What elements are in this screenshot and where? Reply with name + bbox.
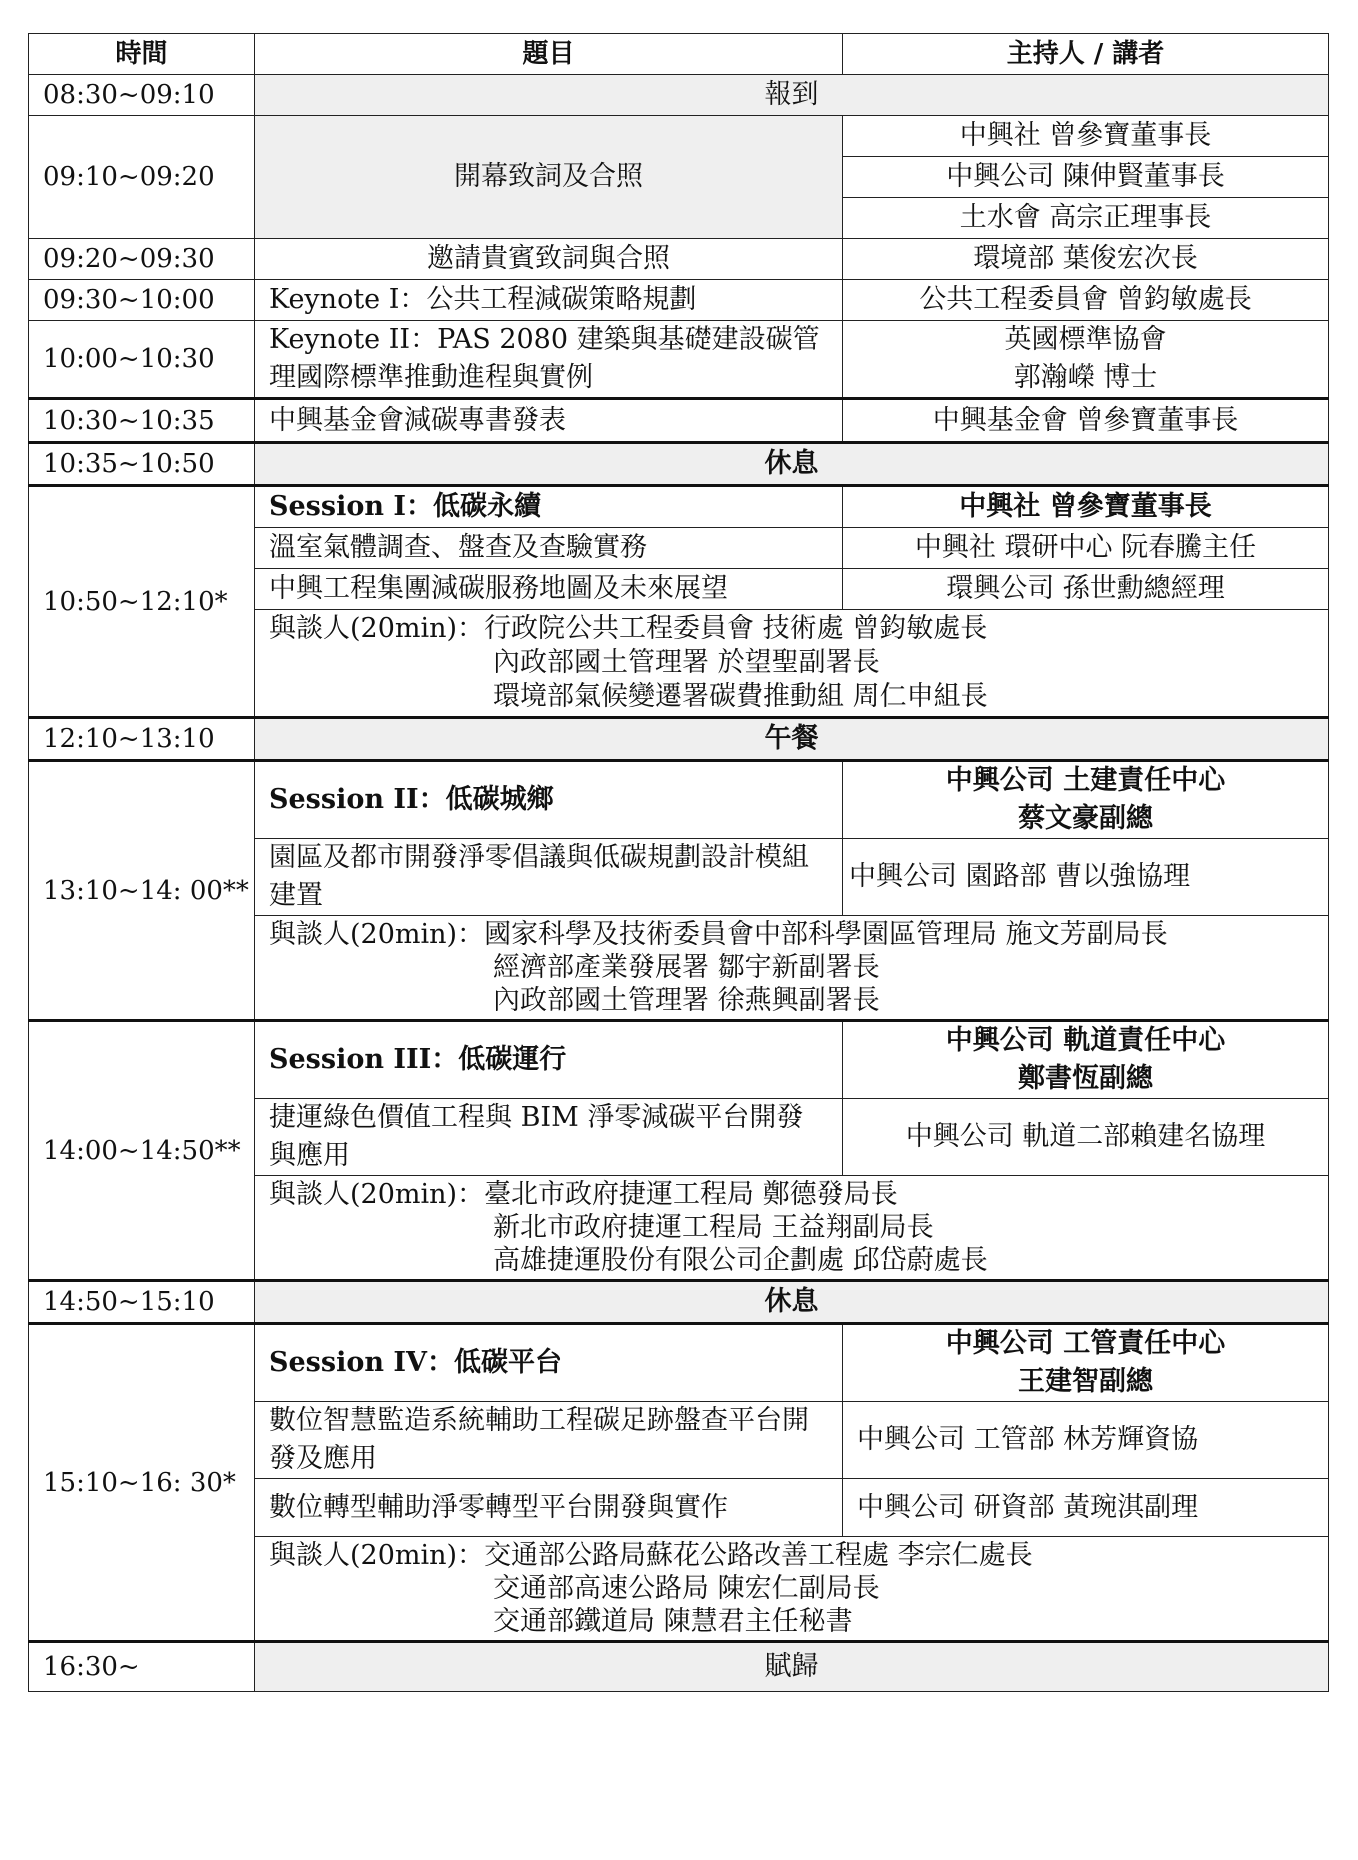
session-header-row [29,486,1329,528]
row-topic: 休息 [255,443,1329,486]
session-host [843,1021,1329,1099]
row-topic: 賦歸 [255,1642,1329,1692]
table-row [29,321,1329,399]
row-time: 14:50~15:10 [29,1281,255,1324]
row-time: 09:10~09:20 [29,116,255,239]
talk-topic: 捷運綠色價值工程與 BIM 淨零減碳平台開發與應用 [255,1099,843,1176]
panel-label: 與談人(20min)： [269,1540,485,1571]
host-line: 中興公司 工管責任中心 [945,1328,1226,1359]
row-time: 10:30~10:35 [29,399,255,443]
row-topic: 午餐 [255,718,1329,761]
table-row [29,75,1329,116]
panelist: 環境部氣候變遷署碳費推動組 周仁申組長 [493,681,988,712]
agenda-table [28,33,1329,1692]
table-row [29,1642,1329,1692]
talk-speaker: 中興社 環研中心 阮春騰主任 [843,528,1329,569]
session-title: Session IV：低碳平台 [255,1324,843,1402]
session-host [843,761,1329,839]
host-line: 中興公司 土建責任中心 [945,765,1226,796]
talk-speaker: 中興公司 工管部 林芳輝資協 [843,1402,1329,1479]
host-line: 鄭書恆副總 [1018,1063,1153,1094]
table-row [29,1281,1329,1324]
panel-label: 與談人(20min)： [269,613,485,644]
session-host [843,1324,1329,1402]
panelist: 交通部高速公路局 陳宏仁副局長 [493,1573,880,1604]
panelist: 臺北市政府捷運工程局 鄭德發局長 [484,1179,898,1210]
panel-label: 與談人(20min)： [269,1179,485,1210]
row-topic: 開幕致詞及合照 [255,116,843,239]
table-header-row [29,34,1329,75]
host-line: 蔡文豪副總 [1018,803,1153,834]
talk-speaker: 環興公司 孫世勳總經理 [843,569,1329,610]
session-header-row [29,1324,1329,1402]
session-time: 14:00~14:50** [29,1021,255,1281]
panel-label: 與談人(20min)： [269,919,485,950]
row-speaker: 公共工程委員會 曾鈞敏處長 [843,280,1329,321]
speaker-line: 郭瀚嶸 博士 [1013,362,1158,393]
row-speaker: 中興社 曾參寶董事長 [843,116,1329,157]
row-speaker: 環境部 葉俊宏次長 [843,239,1329,280]
session-time: 13:10~14: 00** [29,761,255,1021]
header-topic: 題目 [255,34,843,75]
row-speaker: 中興公司 陳伸賢董事長 [843,157,1329,198]
talk-topic: 園區及都市開發淨零倡議與低碳規劃設計模組建置 [255,839,843,916]
table-row [29,280,1329,321]
panel-cell [255,916,1329,1021]
table-row [29,116,1329,157]
row-time: 09:20~09:30 [29,239,255,280]
row-time: 10:35~10:50 [29,443,255,486]
panelist: 內政部國土管理署 於望聖副署長 [493,647,880,678]
session-time: 10:50~12:10* [29,486,255,718]
session-host: 中興社 曾參寶董事長 [843,486,1329,528]
row-time: 16:30~ [29,1642,255,1692]
session-time: 15:10~16: 30* [29,1324,255,1642]
panelist: 內政部國土管理署 徐燕興副署長 [493,985,880,1016]
panelist: 國家科學及技術委員會中部科學園區管理局 施文芳副局長 [484,919,1168,950]
session-header-row [29,761,1329,839]
host-line: 王建智副總 [1018,1366,1153,1397]
row-topic: Keynote II：PAS 2080 建築與基礎建設碳管理國際標準推動進程與實例 [255,321,843,399]
session-title: Session II：低碳城鄉 [255,761,843,839]
host-line: 中興公司 軌道責任中心 [945,1025,1226,1056]
row-time: 08:30~09:10 [29,75,255,116]
row-speaker: 中興基金會 曾參寶董事長 [843,399,1329,443]
talk-speaker: 中興公司 園路部 曹以強協理 [843,839,1329,916]
panel-cell [255,1176,1329,1281]
row-topic: Keynote I：公共工程減碳策略規劃 [255,280,843,321]
session-title: Session I：低碳永續 [255,486,843,528]
panelist: 交通部公路局蘇花公路改善工程處 李宗仁處長 [484,1540,1033,1571]
panelist: 經濟部產業發展署 鄒宇新副署長 [493,952,880,983]
row-speaker: 土水會 高宗正理事長 [843,198,1329,239]
talk-topic: 中興工程集團減碳服務地圖及未來展望 [255,569,843,610]
panelist: 高雄捷運股份有限公司企劃處 邱岱蔚處長 [493,1245,988,1276]
row-time: 10:00~10:30 [29,321,255,399]
panelist: 交通部鐵道局 陳慧君主任秘書 [493,1606,853,1637]
row-topic: 邀請貴賓致詞與合照 [255,239,843,280]
table-row [29,239,1329,280]
row-topic: 休息 [255,1281,1329,1324]
talk-topic: 數位智慧監造系統輔助工程碳足跡盤查平台開發及應用 [255,1402,843,1479]
session-title: Session III：低碳運行 [255,1021,843,1099]
panel-cell [255,610,1329,718]
row-time: 09:30~10:00 [29,280,255,321]
talk-speaker: 中興公司 軌道二部賴建名協理 [843,1099,1329,1176]
table-row [29,443,1329,486]
speaker-line: 英國標準協會 [1004,324,1167,355]
panelist: 行政院公共工程委員會 技術處 曾鈞敏處長 [484,613,988,644]
session-header-row [29,1021,1329,1099]
row-speaker [843,321,1329,399]
table-row [29,399,1329,443]
row-time: 12:10~13:10 [29,718,255,761]
talk-speaker: 中興公司 研資部 黃琬淇副理 [843,1479,1329,1537]
row-topic: 報到 [255,75,1329,116]
talk-topic: 數位轉型輔助淨零轉型平台開發與實作 [255,1479,843,1537]
talk-topic: 溫室氣體調查、盤查及查驗實務 [255,528,843,569]
header-time: 時間 [29,34,255,75]
table-row [29,718,1329,761]
header-speaker: 主持人 / 講者 [843,34,1329,75]
row-topic: 中興基金會減碳專書發表 [255,399,843,443]
panel-cell [255,1537,1329,1642]
panelist: 新北市政府捷運工程局 王益翔副局長 [493,1212,934,1243]
